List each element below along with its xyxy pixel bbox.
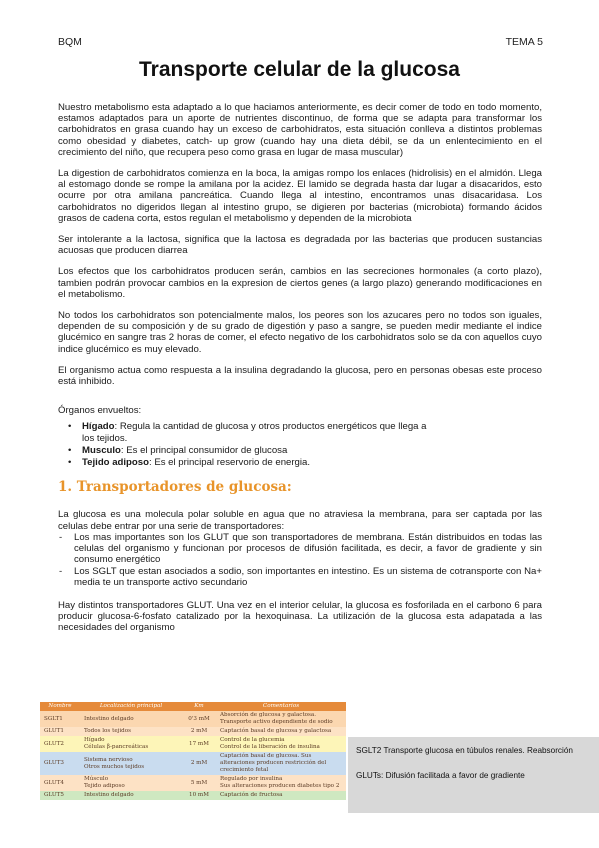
organ-item-tejido-adiposo [68,457,542,468]
cell-location: Todos los tejidos [80,727,182,736]
cell-name: GLUT1 [40,727,80,736]
cell-km: 10 mM [182,791,216,800]
paragraph: La digestion de carbohidratos comienza en la boca, la amigas rompo los enlaces (hidrolisis) en el almidón. Llega al estomago donde se rompe la amilana por la acidez. El lamido se degrada hasta dar lugar a disacaridos, esto ocurre por otra amilana pancreática. Cuando llega al intestino, encontramos unas disacaridasa. Los carbohidratos no digeridos llegan al intestino grupo, se digieren por bacterias (microbiota) formando ácidos grasos de cadena corta, estos regulan el metabolismo y dependen de la microbiota [58,168,542,224]
paragraph: El organismo actua como respuesta a la insulina degradando la glucosa, pero en personas obesas este proceso está inhibido. [58,364,542,388]
organs-list [58,421,542,468]
cell-name: GLUT2 [40,736,80,752]
cell-location: Intestino delgado [80,791,182,800]
organ-name: Tejido adiposo [82,457,149,469]
cell-km: 2 mM [182,727,216,736]
section-intro: La glucosa es una molecula polar soluble en agua que no atraviesa la membrana, para ser captada por las celulas debe entrar por una serie de transportadores: [58,509,542,532]
transporter-item-sglt: - Los SGLT que estan asociados a sodio, son importantes en intestino. Es un sistema de cotransporte con Na+ media te un transporte activo secundario [58,566,542,588]
column-header: Localización principal [80,702,182,711]
table-row [40,736,346,752]
organ-name: Musculo [82,444,121,456]
cell-location: Sistema nervioso Otros muchos tejidos [80,752,182,775]
organ-text: : Es el principal consumidor de glucosa [120,444,288,456]
table-row [40,775,346,791]
side-note-line: GLUTs: Difusión facilitada a favor de gradiente [356,771,525,780]
organ-item-higado [68,421,542,443]
document-body [58,102,542,644]
cell-km: 17 mM [182,736,216,752]
cell-comments: Absorción de glucosa y galactosa. Transporte activo dependiente de sodio [216,711,346,727]
cell-comments: Captación basal de glucosa. Sus alteraciones producen restricción del crecimiento fetal [216,752,346,775]
header-topic: TEMA 5 [505,36,543,48]
column-header: Comentarios [216,702,346,711]
organ-text: : Regula la cantidad de glucosa y otros productos energéticos que llega a [114,421,427,433]
cell-km: 5 mM [182,775,216,791]
organ-text-cont: los tejidos. [82,432,128,444]
transporters-table [40,702,346,800]
table-row [40,752,346,775]
cell-km: 0'3 mM [182,711,216,727]
organ-text: : Es el principal reservorio de energia. [148,457,311,469]
column-header: Nombre [40,702,80,711]
transporter-list [58,532,542,588]
table-header-row [40,702,346,711]
side-note-box [348,737,599,813]
cell-comments: Regulado por insulina Sus alteraciones producen diabetes tipo 2 [216,775,346,791]
transporter-item-glut: - Los mas importantes son los GLUT que son transportadores de membrana. Están distribuidos en todas las celulas del organismo y funcionan por procesos de difusión facilitada, es decir, a favor de gradiente y sin consumo energético [58,532,542,566]
cell-name: SGLT1 [40,711,80,727]
organs-intro: Órganos envueltos: [58,405,142,417]
paragraph: Los efectos que los carbohidratos producen serán, cambios en las secreciones hormonales (a corto plazo), tambien podrán provocar cambios en la expresion de ciertos genes (a largo plazo) generando modificaciones en el metabolismo. [58,266,542,300]
cell-km: 2 mM [182,752,216,775]
paragraph: No todos los carbohidratos son potencialmente malos, los peores son los azucares pero no todos son iguales, dependen de su composición y de su grado de digestión y paso a sangre, se pueden medir mediante el indice glucémico en sangre tras 2 horas de comer, el efecto negativo de los carbohidratos solo se da con aquellos cuyo indice glucémico es muy elevado. [58,310,542,355]
paragraph: Ser intolerante a la lactosa, significa que la lactosa es degradada por las bacterias que producen sustancias acuosas que producen diarrea [58,234,542,257]
table-row [40,727,346,736]
table-row [40,711,346,727]
cell-location: Músculo Tejido adiposo [80,775,182,791]
cell-location: Hígado Células β-pancreáticas [80,736,182,752]
cell-location: Intestino delgado [80,711,182,727]
cell-name: GLUT4 [40,775,80,791]
paragraph: Nuestro metabolismo esta adaptado a lo que haciamos anteriormente, es decir comer de todo en todo momento, estamos adaptados para un aporte de nutrientes discontinuo, de forma que se adapta para transformar los carbohidratos en grasa cuando hay un exceso de carbohidratos, esta situación conlleva a distintos problemas como obesidad y diabetes, catch- up grow (cuando hay una dieta débil, se da un enlentecimiento en el crecimiento del niño, que recupera peso como grasa en lugar de masa muscular) [58,102,542,158]
section-heading: 1. Transportadores de glucosa: [58,479,292,496]
cell-name: GLUT3 [40,752,80,775]
column-header: Km [182,702,216,711]
section-closing: Hay distintos transportadores GLUT. Una vez en el interior celular, la glucosa es fosforilada en el carbono 6 para producir glucosa-6-fosfato catalizado por la hexoquinasa. La utilización de la glucosa esta adapatada a las necesidades del organismo [58,599,542,634]
table-row [40,791,346,800]
side-note-line: SGLT2 Transporte glucosa en túbulos renales. Reabsorción [356,746,573,755]
organ-item-musculo [68,445,542,456]
organ-name: Hígado [82,421,115,433]
cell-comments: Control de la glucemia Control de la liberación de insulina [216,736,346,752]
header-subject: BQM [58,36,82,48]
cell-name: GLUT5 [40,791,80,800]
cell-comments: Captación basal de glucosa y galactosa [216,727,346,736]
page-title: Transporte celular de la glucosa [139,58,460,81]
cell-comments: Captación de fructosa [216,791,346,800]
